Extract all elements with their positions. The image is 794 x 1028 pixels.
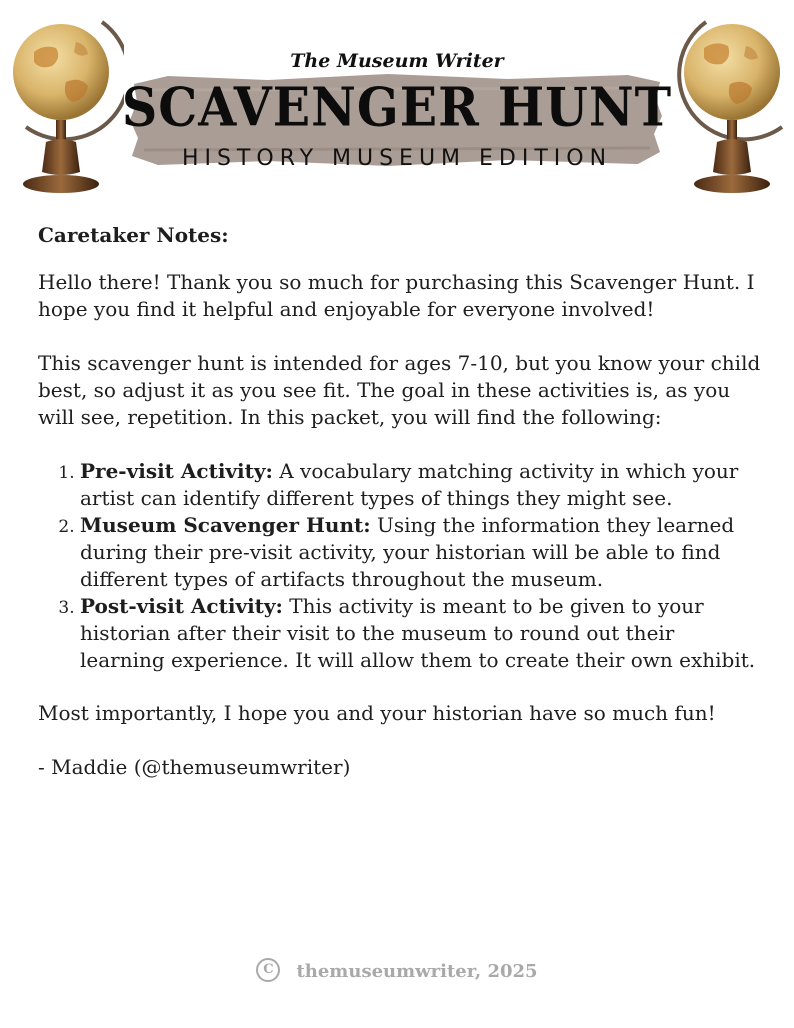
- activity-list: [38, 458, 764, 674]
- activity-term: Pre-visit Activity:: [80, 459, 273, 483]
- page-subtitle: HISTORY MUSEUM EDITION: [181, 146, 613, 171]
- activity-term: Post-visit Activity:: [80, 594, 283, 618]
- notes-heading: Caretaker Notes:: [38, 223, 229, 247]
- activity-description: Using the information they learned during their pre-visit activity, your historian will be able to find different types of artifacts throughout the museum.: [80, 513, 735, 591]
- brand-name: The Museum Writer: [290, 50, 504, 72]
- copyright-icon: C: [256, 958, 280, 982]
- list-item: [80, 593, 764, 674]
- page-title: SCAVENGER HUNT: [121, 75, 673, 139]
- caretaker-notes: [38, 222, 764, 781]
- activity-term: Museum Scavenger Hunt:: [80, 513, 371, 537]
- list-item: [80, 512, 764, 593]
- copyright-footer: [0, 960, 794, 984]
- activity-description: This activity is meant to be given to your historian after their visit to the museum to round out their learning experience. It will allow them to create their own exhibit.: [80, 594, 756, 672]
- purpose-paragraph: This scavenger hunt is intended for ages 7-10, but you know your child best, so adjust it as you see fit. The goal in these activities is, as you will see, repetition. In this packet, you will find the following:: [38, 351, 761, 429]
- closing-paragraph: Most importantly, I hope you and your historian have so much fun!: [38, 701, 716, 725]
- intro-paragraph: Hello there! Thank you so much for purchasing this Scavenger Hunt. I hope you find it helpful and enjoyable for everyone involved!: [38, 270, 755, 321]
- copyright-text: themuseumwriter, 2025: [296, 961, 538, 982]
- activity-description: A vocabulary matching activity in which your artist can identify different types of things they might see.: [80, 459, 739, 510]
- list-item: [80, 458, 764, 512]
- signature: - Maddie (@themuseumwriter): [38, 755, 351, 779]
